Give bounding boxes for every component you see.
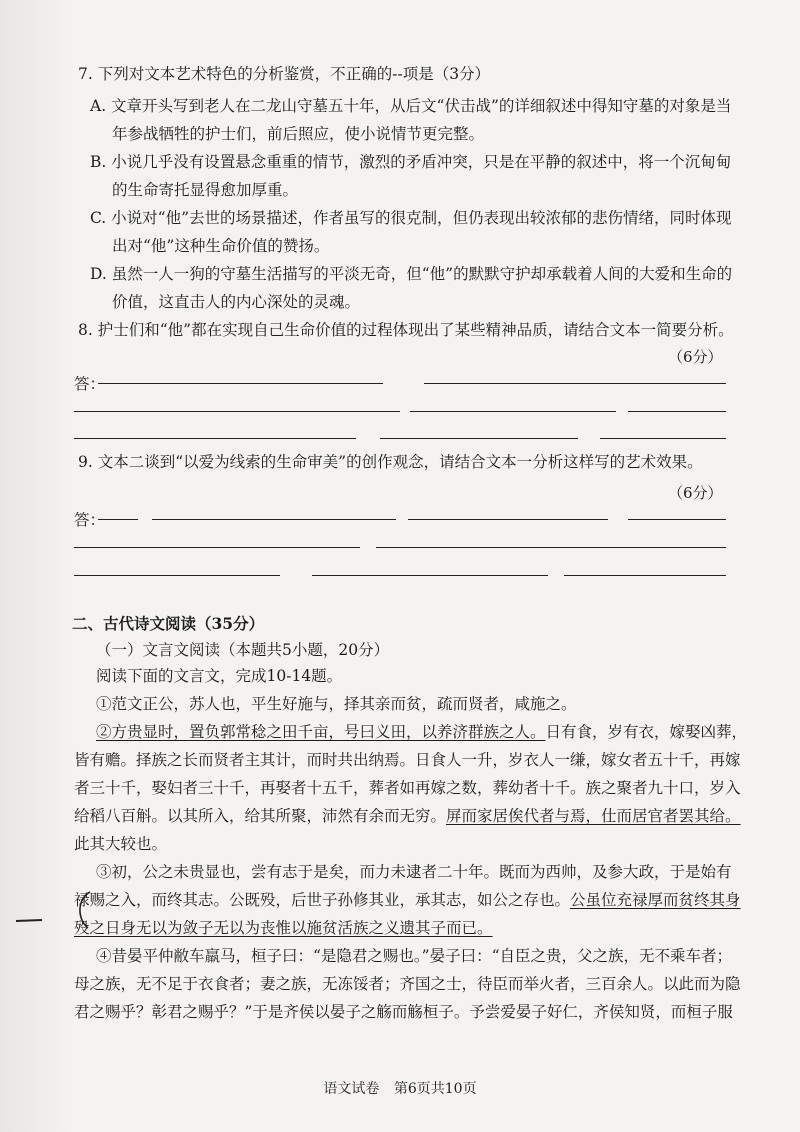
footer-subject: 语文试卷 (323, 1081, 380, 1097)
q7-option-c-line1: C. 小说对“他”去世的场景描述，作者虽写的很克制，但仍表现出较浓郁的悲伤情绪，同时体现 (90, 209, 732, 227)
q9-score: （6分） (668, 484, 723, 502)
footer-page-number: 第6页共10页 (393, 1081, 477, 1097)
underlined-sentence: 屏而家居俟代者与焉，仕而居官者罢其给。 (446, 807, 741, 825)
q9-answer-line[interactable] (74, 547, 360, 548)
passage-paragraph-4-line2: 母之族，无不足于衣食者；妻之族，无冻馁者；齐国之士，待臣而举火者，三百余人。以此而为隐 (74, 975, 741, 993)
passage-paragraph-4-line1: ④昔晏平仲敝车羸马，桓子曰：“是隐君之赐也。”晏子曰：“自臣之贵，父之族，无不乘车者； (96, 947, 733, 965)
q9-answer-line[interactable] (152, 519, 396, 520)
page-footer (0, 1078, 800, 1098)
passage-text: 禄赐之入，而终其志。公既殁，后世子孙修其业，承其志，如公之存也。 (74, 891, 571, 909)
q9-answer-line[interactable] (74, 575, 280, 576)
q7-option-b-line1: B. 小说几乎没有设置悬念重重的情节，激烈的矛盾冲突，只是在平静的叙述中，将一个沉甸甸 (90, 153, 732, 171)
q8-answer-line[interactable] (628, 411, 726, 412)
q8-score: （6分） (668, 348, 723, 366)
q9-answer-line[interactable] (98, 519, 138, 520)
q9-answer-line[interactable] (408, 519, 608, 520)
q7-option-c-line2: 出对“他”这种生命价值的赞扬。 (112, 237, 330, 255)
scan-edge-shadow (0, 0, 70, 1132)
passage-paragraph-3-line3 (74, 918, 493, 938)
passage-paragraph-4-line3: 君之赐乎？彰君之赐乎？”于是齐侯以晏子之觞而觞桓子。予尝爱晏子好仁，齐侯知贤，而桓子服 (74, 1003, 733, 1021)
q7-option-a-line1: A. 文章开头写到老人在二龙山守墓五十年，从后文“伏击战”的详细叙述中得知守墓的对象是当 (90, 97, 732, 115)
reading-instruction: 阅读下面的文言文，完成10-14题。 (96, 667, 343, 685)
q8-answer-line[interactable] (424, 383, 726, 384)
q9-answer-line[interactable] (628, 519, 726, 520)
q8-answer-line[interactable] (98, 383, 383, 384)
passage-paragraph-2-line4 (74, 806, 741, 826)
q8-stem: 8. 护士们和“他”都在实现自己生命价值的过程体现出了某些精神品质，请结合文本一简要分析。 (78, 321, 734, 339)
q7-option-a-line2: 年参战牺牲的护士们，前后照应，使小说情节更完整。 (112, 125, 485, 143)
q8-answer-line[interactable] (74, 438, 356, 439)
q7-option-d-line1: D. 虽然一人一狗的守墓生活描写的平淡无奇，但“他”的默默守护却承载着人间的大爱和生命的 (90, 265, 733, 283)
q8-answer-line[interactable] (74, 411, 400, 412)
q9-answer-line[interactable] (376, 547, 726, 548)
q9-answer-line[interactable] (564, 575, 726, 576)
q8-answer-line[interactable] (410, 411, 616, 412)
passage-paragraph-2-line3: 者三十千，娶妇者三十千，再娶者十五千，葬者如再嫁之数，葬幼者十千。族之聚者九十口，岁入 (74, 779, 741, 797)
q9-answer-label: 答： (74, 511, 106, 529)
q8-answer-label: 答： (74, 375, 106, 393)
q7-option-d-line2: 价值，这直击人的内心深处的灵魂。 (112, 293, 361, 311)
passage-paragraph-2-line1 (96, 722, 747, 742)
pen-tick-mark (14, 915, 44, 927)
q8-answer-line[interactable] (380, 438, 578, 439)
subsection-title: （一）文言文阅读（本题共5小题，20分） (96, 641, 390, 659)
section-title: 二、古代诗文阅读（35分） (72, 614, 265, 633)
q7-stem: 7. 下列对文本艺术特色的分析鉴赏，不正确的--项是（3分） (78, 65, 491, 83)
bracket-mark (70, 888, 94, 932)
q7-option-b-line2: 的生命寄托显得愈加厚重。 (112, 181, 299, 199)
underlined-sentence: 公虽位充禄厚而贫终其身 (570, 891, 741, 909)
underlined-sentence: ②方贵显时，置负郭常稔之田千亩，号曰义田，以养济群族之人。 (96, 723, 546, 741)
passage-paragraph-2-line2: 皆有赡。择族之长而贤者主其计，而时共出纳焉。日食人一升，岁衣人一缣，嫁女者五十千，再嫁 (74, 751, 741, 769)
passage-paragraph-3-line1: ③初，公之未贵显也，尝有志于是矣，而力未逮者二十年。既而为西帅，及参大政，于是始有 (96, 863, 732, 881)
q9-stem: 9. 文本二谈到“以爱为线索的生命审美”的创作观念，请结合文本一分析这样写的艺术效果。 (78, 453, 703, 471)
q9-answer-line[interactable] (312, 575, 548, 576)
passage-text: 日有食，岁有衣，嫁娶凶葬， (545, 723, 748, 741)
passage-text: 给稻八百斛。以其所入，给其所聚，沛然有余而无穷。 (74, 807, 447, 825)
q8-answer-line[interactable] (600, 438, 726, 439)
passage-paragraph-2-line5: 此其大较也。 (74, 835, 168, 853)
passage-paragraph-3-line2 (74, 890, 741, 910)
passage-paragraph-1: ①范文正公，苏人也，平生好施与，择其亲而贫，疏而贤者，咸施之。 (96, 695, 577, 713)
underlined-sentence: 殁之日身无以为敛子无以为丧惟以施贫活族之义遗其子而已。 (74, 919, 493, 937)
